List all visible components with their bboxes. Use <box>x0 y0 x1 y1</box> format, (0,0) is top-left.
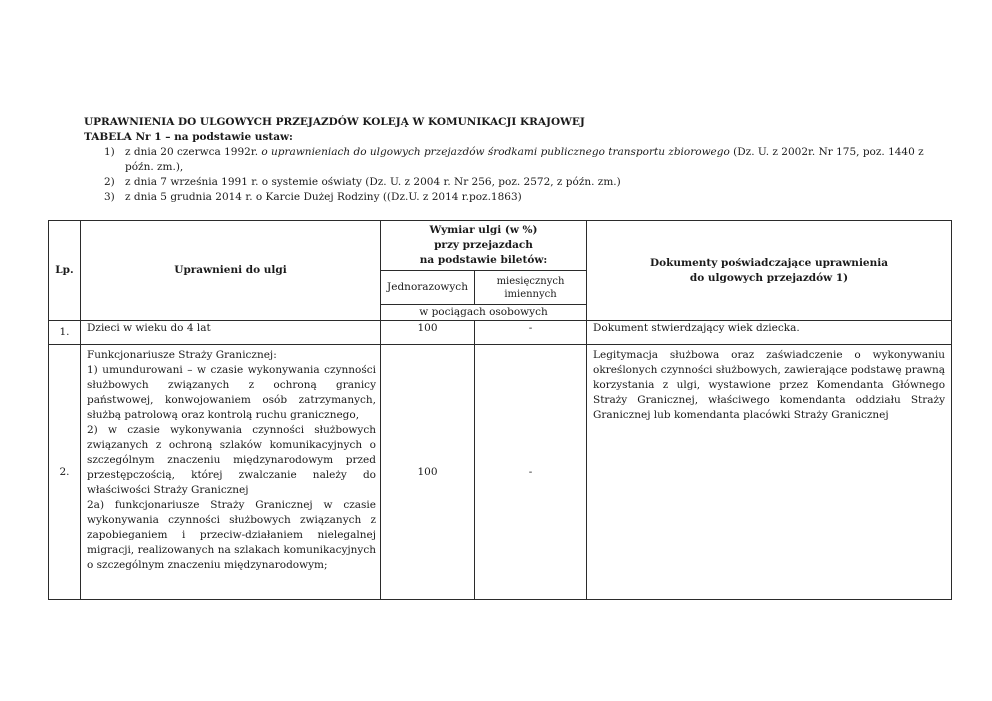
header-monthly-line: imiennych <box>504 288 557 300</box>
document-header <box>84 115 944 205</box>
table-row <box>49 345 952 600</box>
row-documents: Legitymacja służbowa oraz zaświadczenie o wykonywaniu określonych czynności służbowych, zawierające podstawę prawną korzystania z ulgi, wystawione przez Komendanta Głównego Straży Granicznej, właściwego komendanta oddziału Straży Granicznej lub komendanta placówki Straży Granicznej <box>587 345 952 600</box>
row-lp: 1. <box>49 321 81 345</box>
row-single: 100 <box>381 321 475 345</box>
table-row <box>49 321 952 345</box>
header-discount-line: Wymiar ulgi (w %) <box>429 224 538 236</box>
header-discount-line: przy przejazdach <box>434 239 533 251</box>
row-monthly: - <box>475 321 587 345</box>
header-lp: Lp. <box>49 221 81 321</box>
entitled-text: 2a) funkcjonariusze Straży Granicznej w czasie wykonywania czynności służbowych związanych z zapobieganiem i przeciw-działaniem nielegalnej migracji, realizowanych na szlakach komunikacyjnych o szczególnym znaczeniu międzynarodowym; <box>87 499 376 571</box>
law-number: 2) <box>104 176 115 188</box>
discount-table <box>48 220 952 600</box>
row-entitled <box>81 321 381 345</box>
row-entitled <box>81 345 381 600</box>
law-item <box>84 175 944 190</box>
entitled-text: Dzieci w wieku do 4 lat <box>87 322 211 334</box>
entitled-text: Funkcjonariusze Straży Granicznej: <box>87 349 277 361</box>
law-reference: (Dz. U. z 2002r. Nr 175, poz. 1440 z późn. zm.), <box>125 146 924 173</box>
header-documents-line: Dokumenty poświadczające uprawnienia <box>649 256 889 269</box>
law-text: z dnia 5 grudnia 2014 r. o Karcie Dużej Rodziny ((Dz.U. z 2014 r.poz.1863) <box>125 191 522 203</box>
header-single: Jednorazowych <box>381 271 475 305</box>
header-monthly-line: miesięcznych <box>496 275 565 287</box>
row-monthly: - <box>475 345 587 600</box>
header-monthly <box>475 271 587 305</box>
header-documents-line: do ulgowych przejazdów 1) <box>689 271 849 284</box>
row-lp: 2. <box>49 345 81 600</box>
entitled-text: 1) umundurowani – w czasie wykonywania czynności służbowych związanych z ochroną granicy państwowej, konwojowaniem osób zatrzymanych, służbą patrolową oraz kontrolą ruchu granicznego, <box>87 364 376 421</box>
law-title: o uprawnieniach do ulgowych przejazdów środkami publicznego transportu zbiorowego <box>261 146 730 158</box>
document-title: UPRAWNIENIA DO ULGOWYCH PRZEJAZDÓW KOLEJĄ W KOMUNIKACJI KRAJOWEJ <box>84 116 585 128</box>
row-single: 100 <box>381 345 475 600</box>
entitled-text: 2) w czasie wykonywania czynności służbowych związanych z ochroną szlaków komunikacyjnych o szczególnym znaczeniu międzynarodowym przed przestępczością, której zwalczanie należy do właściwości Straży Granicznej <box>87 424 376 496</box>
law-number: 1) <box>104 146 115 158</box>
law-number: 3) <box>104 191 115 203</box>
row-documents: Dokument stwierdzający wiek dziecka. <box>587 321 952 345</box>
table-subtitle: TABELA Nr 1 – na podstawie ustaw: <box>84 131 293 143</box>
law-text: z dnia 7 września 1991 r. o systemie oświaty (Dz. U. z 2004 r. Nr 256, poz. 2572, z późn. zm.) <box>125 176 621 188</box>
law-item <box>84 190 944 205</box>
law-text: z dnia 20 czerwca 1992r. <box>125 146 262 158</box>
header-entitled <box>81 221 381 321</box>
header-documents <box>587 221 952 321</box>
law-item <box>84 145 944 175</box>
laws-list <box>84 145 944 205</box>
header-discount-line: na podstawie biletów: <box>419 254 548 266</box>
header-trains: w pociągach osobowych <box>381 305 587 321</box>
header-discount <box>381 221 587 271</box>
header-entitled-label: Uprawnieni do ulgi <box>174 264 287 276</box>
